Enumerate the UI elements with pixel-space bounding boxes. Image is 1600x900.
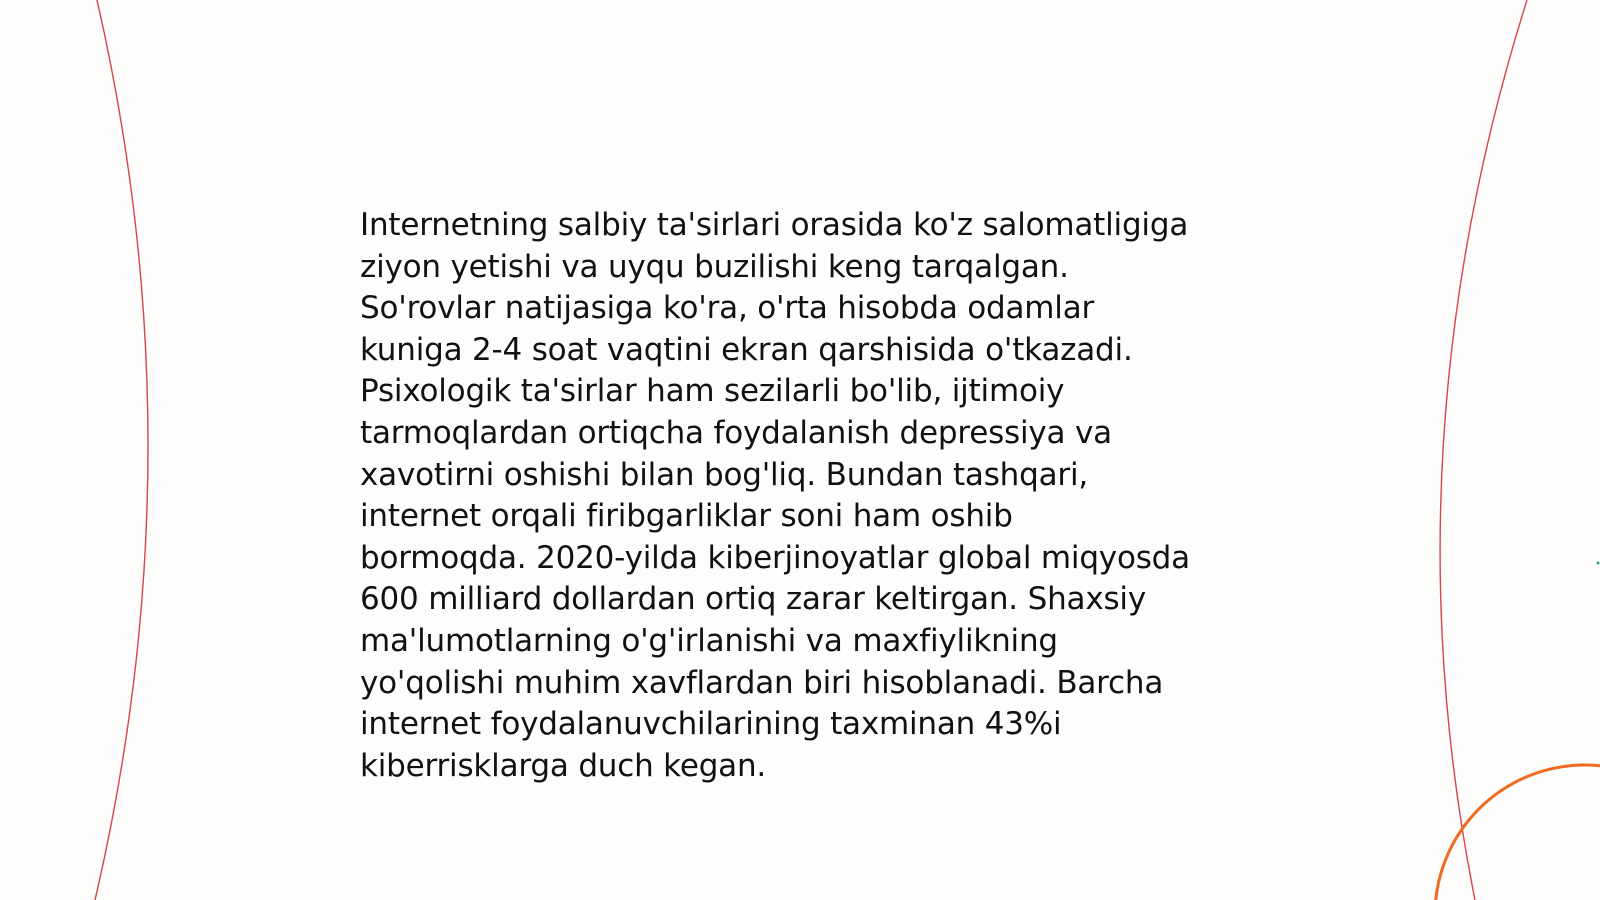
text-line: internet orqali firibgarliklar soni ham oshib bbox=[360, 498, 1013, 535]
text-line: kuniga 2-4 soat vaqtini ekran qarshisida o'tkazadi. bbox=[360, 331, 1133, 368]
teal-dot-decoration bbox=[1597, 562, 1600, 565]
text-line: ziyon yetishi va uyqu buzilishi keng tarqalgan. bbox=[360, 248, 1069, 285]
text-line: yo'qolishi muhim xavflardan biri hisoblanadi. Barcha bbox=[360, 664, 1164, 701]
right-decorative-curve bbox=[1440, 0, 1527, 900]
text-line: Internetning salbiy ta'sirlari orasida ko'z salomatligiga bbox=[360, 207, 1189, 243]
text-line: bormoqda. 2020-yilda kiberjinoyatlar global miqyosda bbox=[360, 539, 1190, 576]
orange-decorative-circle bbox=[1435, 765, 1600, 900]
text-line: Psixologik ta'sirlar ham sezilarli bo'lib, ijtimoiy bbox=[360, 373, 1065, 410]
text-line: internet foydalanuvchilarining taxminan 43%i bbox=[360, 706, 1062, 743]
slide-body-text bbox=[360, 205, 1260, 787]
text-line: kiberrisklarga duch kegan. bbox=[360, 747, 767, 784]
text-line: So'rovlar natijasiga ko'ra, o'rta hisobda odamlar bbox=[360, 290, 1095, 327]
text-line: ma'lumotlarning o'g'irlanishi va maxfiylikning bbox=[360, 622, 1058, 659]
text-line: 600 milliard dollardan ortiq zarar keltirgan. Shaxsiy bbox=[360, 581, 1146, 618]
text-line: xavotirni oshishi bilan bog'liq. Bundan tashqari, bbox=[360, 456, 1089, 493]
text-line: tarmoqlardan ortiqcha foydalanish depressiya va bbox=[360, 414, 1112, 451]
left-decorative-curve bbox=[95, 0, 148, 900]
